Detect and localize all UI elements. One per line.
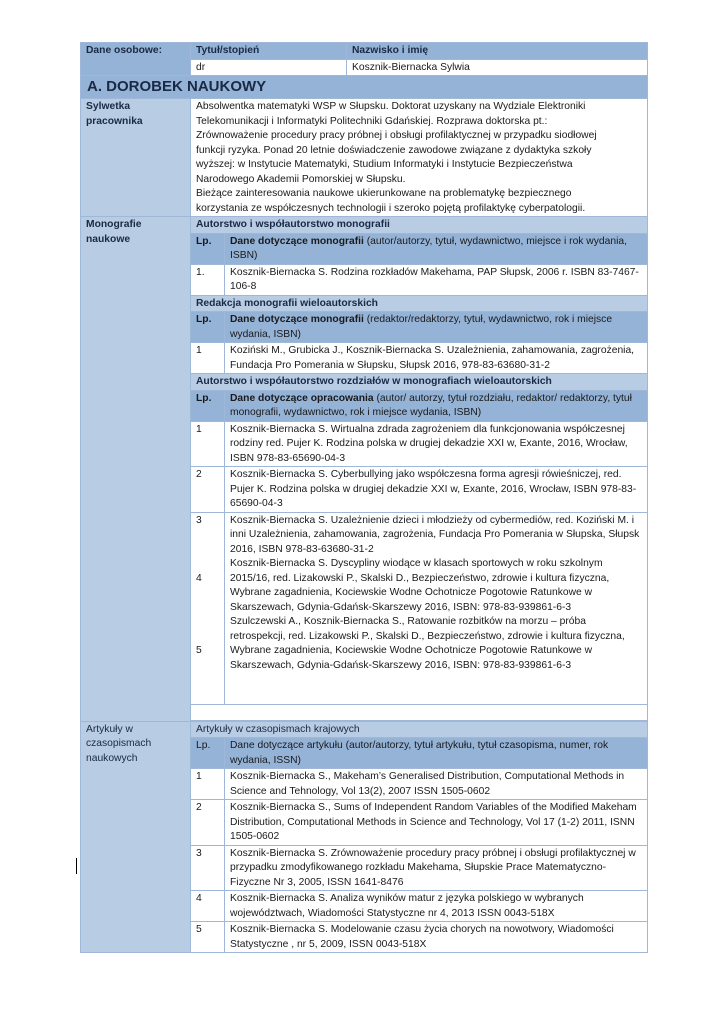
row-text: Kosznik-Biernacka S. Rodzina rozkładów Makehama, PAP Słupsk, 2006 r. ISBN 83-7467-106-8 <box>225 264 648 295</box>
row-text: Kosznik-Biernacka S., Makeham’s Generalised Distribution, Computational Methods in Science and Tehnology, Vol 13(2), 2007 ISSN 1505-0602 <box>225 769 648 800</box>
text-cursor <box>76 858 77 874</box>
monografie-group1-title: Autorstwo i współautorstwo monografii <box>191 217 648 234</box>
sylwetka-line: funkcji ryzyka. Ponad 20 letnie doświadczenie zawodowe związane z dydaktyka szkoły <box>196 144 592 156</box>
sylwetka-row <box>81 99 648 217</box>
cv-table <box>80 42 648 953</box>
monografie-group1-header <box>225 233 648 264</box>
row-text: Kosznik-Biernacka S., Sums of Independent Random Variables of the Modified Makeham Distribution, Computational Methods in Science and Technology, Vol 17 (1-2) 2011, ISNN 1505-0602 <box>225 800 648 846</box>
sylwetka-line: Absolwentka matematyki WSP w Słupsku. Doktorat uzyskany na Wydziale Elektroniki <box>196 101 586 112</box>
sylwetka-label: Sylwetka pracownika <box>81 99 191 217</box>
monografie-group3-title: Autorstwo i współautorstwo rozdziałów w monografiach wieloautorskich <box>191 374 648 391</box>
row-number: 5 <box>191 922 225 953</box>
row-text-combined <box>225 512 648 704</box>
row-text: Kosznik-Biernacka S. Modelowanie czasu życia chorych na nowotwory, Wiadomości Statystyczne , nr 5, 2009, ISSN 0043-518X <box>225 922 648 953</box>
name-value: Kosznik-Biernacka Sylwia <box>347 59 648 76</box>
lp-header: Lp. <box>191 390 225 421</box>
spacer <box>191 704 648 720</box>
personal-header-row <box>81 43 648 60</box>
row-number: 1. <box>191 264 225 295</box>
row-number: 2 <box>191 800 225 846</box>
sylwetka-line: wyższej: w Instytucie Matematyki, Studium Informatyki i Instytucie Bezpieczeństwa <box>196 159 573 170</box>
title-column-header: Tytuł/stopień <box>191 43 347 60</box>
sylwetka-line: Telekomunikacji i Informatyki Politechniki Gdańskiej. Rozprawa doktorska pt.: <box>196 115 548 127</box>
header-rest: (autor/autorzy, tytuł, wydawnictwo, miejsce i rok wydania, ISBN) <box>230 235 627 261</box>
row-text: Kosznik-Biernacka S. Uzależnienie dzieci i młodzieży od cybermediów, red. Koziński M. i inni Uzależnienia, zahamowania, zagrożenia, Fundacja Pro Pomerania w Słupska, Słupsk 2016, ISBN 978-83-63680-31-2 <box>230 514 640 555</box>
document-page <box>80 42 647 953</box>
row-number: 4 <box>191 891 225 922</box>
monografie-group3-header <box>225 390 648 421</box>
row-text: Szulczewski A., Kosznik-Biernacka S., Ratowanie rozbitków na morzu – próba retrospekcji, red. Lizakowski P., Skalski D., Bezpieczeństwo, zdrowie i kultura fizyczna, Wybrane zagadnienia, Kociewskie Wodne Ochotnicze Pogotowie Ratunkowe w Skarszewach, Gdynia-Gdańsk-Skarszewy 2016, ISBN: 978-83-939861-6-3 <box>230 616 625 671</box>
row-text: Kosznik-Biernacka S. Zrównoważenie procedury pracy próbnej i obsługi profilaktycznej w przypadku zmodyfikowanego rozkładu Makehama, Słupskie Prace Matematyczno-Fizyczne Nr 3, 2005, ISSN 1641-8476 <box>225 845 648 891</box>
row-number: 1 <box>191 343 225 374</box>
sylwetka-line: Bieżące zainteresowania naukowe ukierunkowane na problematykę bezpiecznego <box>196 188 572 199</box>
artykuly-label: Artykuły w czasopismach naukowych <box>81 721 191 953</box>
row-number: 5 <box>196 644 202 656</box>
sylwetka-line: Narodowego Akademii Pomorskiej w Słupsku. <box>196 173 406 185</box>
row-number: 1 <box>191 769 225 800</box>
row-text: Kosznik-Biernacka S. Cyberbullying jako współczesna forma agresji rówieśniczej, red. Pujer K. Rodzina polska w drugiej dekadzie XXI w, Exante, 2016, Wrocław, ISBN 978-83-65690-04-3 <box>225 467 648 513</box>
personal-label: Dane osobowe: <box>81 43 191 76</box>
section-title-row <box>81 76 648 99</box>
lp-header: Lp. <box>191 233 225 264</box>
row-number: 1 <box>191 421 225 467</box>
artykuly-header: Dane dotyczące artykułu (autor/autorzy, tytuł artykułu, tytuł czasopisma, numer, rok wydania, ISSN) <box>225 738 648 769</box>
monografie-group2-header <box>225 312 648 343</box>
header-rest: (autor/ autorzy, tytuł rozdziału, redaktor/ redaktorzy, tytuł monografii, wydawnictwo, rok i miejsce wydania, ISBN) <box>230 392 632 418</box>
row-number: 3 <box>191 845 225 891</box>
row-text: Kosznik-Biernacka S. Analiza wyników matur z języka polskiego w wybranych województwach, Wiadomości Statystyczne nr 4, 2013 ISSN 0043-518X <box>225 891 648 922</box>
row-text: Kosznik-Biernacka S. Wirtualna zdrada zagrożeniem dla funkcjonowania współczesnej rodziny red. Pujer K. Rodzina polska w drugiej dekadzie XXI w, Exante, 2016, Wrocław, ISBN 978-83-65690-04-3 <box>225 421 648 467</box>
artykuly-title-row <box>81 721 648 738</box>
monografie-group1-title-row <box>81 217 648 234</box>
sylwetka-line: korzystania ze współczesnych technologii i szeroko pojętą profilaktykę cyberpatologii. <box>196 202 586 214</box>
monografie-label: Monografie naukowe <box>81 217 191 722</box>
header-rest: (redaktor/redaktorzy, tytuł, wydawnictwo, rok i miejsce wydania, ISBN) <box>230 314 613 340</box>
lp-header: Lp. <box>191 738 225 769</box>
lp-header: Lp. <box>191 312 225 343</box>
row-number: 3 <box>196 514 202 526</box>
header-bold: Dane dotyczące opracowania <box>230 392 374 404</box>
row-number: 2 <box>191 467 225 513</box>
artykuly-title: Artykuły w czasopismach krajowych <box>191 721 648 738</box>
row-text: Koziński M., Grubicka J., Kosznik-Biernacka S. Uzależnienia, zahamowania, zagrożenia, Fundacja Pro Pomerania w Słupsku, Słupsk 2016, 978-83-63680-31-2 <box>225 343 648 374</box>
sylwetka-text <box>191 99 648 217</box>
title-value: dr <box>191 59 347 76</box>
row-numbers-combined <box>191 512 225 704</box>
row-number: 4 <box>196 572 202 584</box>
monografie-group2-title: Redakcja monografii wieloautorskich <box>191 295 648 312</box>
header-bold: Dane dotyczące monografii <box>230 235 364 247</box>
sylwetka-line: Zrównoważenie procedury pracy próbnej i obsługi profilaktycznej w przypadku siodłowej <box>196 130 597 141</box>
section-title: A. DOROBEK NAUKOWY <box>81 76 648 99</box>
header-bold: Dane dotyczące monografii <box>230 314 364 325</box>
row-text: Kosznik-Biernacka S. Dyscypliny wiodące w klasach sportowych w roku szkolnym 2015/16, red. Lizakowski P., Skalski D., Bezpieczeństwo, zdrowie i kultura fizyczna, Wybrane zagadnienia, Kociewskie Wodne Ochotnicze Pogotowie Ratunkowe w Skarszewach, Gdynia-Gdańsk-Skarszewy 2016, ISBN: 978-83-939861-6-3 <box>230 558 610 613</box>
name-column-header: Nazwisko i imię <box>347 43 648 60</box>
